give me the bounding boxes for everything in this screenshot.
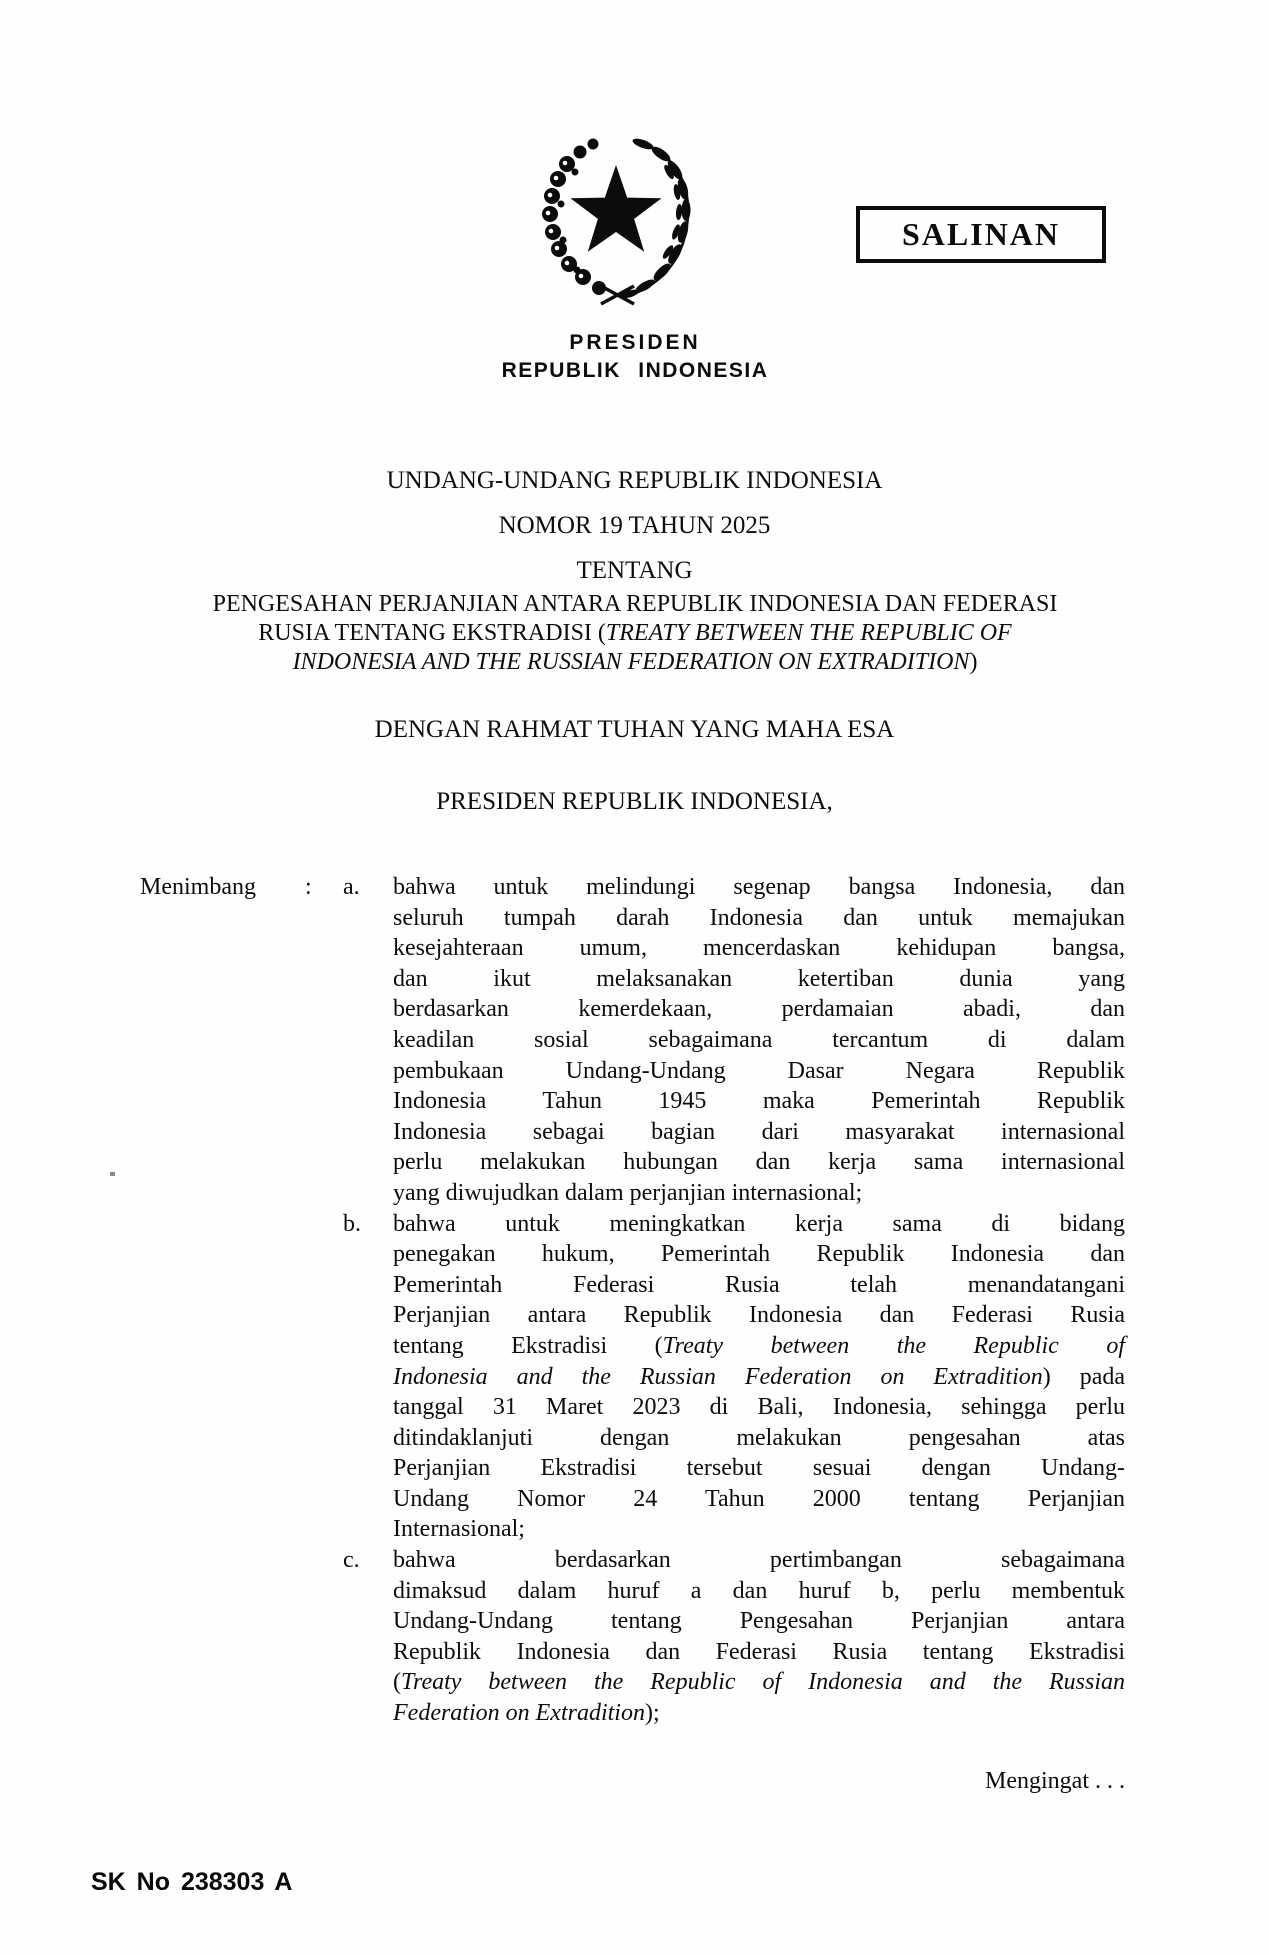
text-segment: Indonesia sebagai bagian dari masyarakat internasional bbox=[393, 1118, 1125, 1145]
law-subject bbox=[100, 590, 1170, 677]
italic-text-segment: Treaty between the Republic of bbox=[662, 1332, 1125, 1359]
text-line bbox=[100, 648, 1170, 677]
text-segment: bahwa untuk melindungi segenap bangsa Indonesia, dan bbox=[393, 874, 1125, 900]
text-line bbox=[393, 903, 1125, 934]
text-segment: berdasarkan kemerdekaan, perdamaian abadi, dan bbox=[393, 996, 1125, 1023]
salinan-stamp-label: SALINAN bbox=[901, 216, 1061, 252]
text-line bbox=[393, 933, 1125, 964]
text-line bbox=[393, 1667, 1125, 1698]
text-line bbox=[393, 1362, 1125, 1393]
text-segment: Perjanjian Ekstradisi tersebut sesuai dengan Undang- bbox=[393, 1455, 1125, 1482]
text-line bbox=[393, 994, 1125, 1025]
text-line bbox=[393, 1637, 1125, 1668]
text-line bbox=[393, 964, 1125, 995]
text-segment: RUSIA TENTANG EKSTRADISI ( bbox=[258, 620, 606, 646]
text-line bbox=[393, 1698, 1125, 1729]
letterhead bbox=[385, 331, 885, 383]
text-line bbox=[393, 1209, 1125, 1240]
text-line bbox=[100, 590, 1170, 619]
item-text bbox=[393, 872, 1125, 1209]
text-segment: kesejahteraan umum, mencerdaskan kehidupan bangsa, bbox=[393, 935, 1125, 962]
consideration-item-a bbox=[343, 872, 1125, 1209]
text-segment: yang diwujudkan dalam perjanjian internasional; bbox=[393, 1179, 863, 1206]
text-segment: bahwa untuk meningkatkan kerja sama di bidang bbox=[393, 1210, 1125, 1237]
text-segment: Perjanjian antara Republik Indonesia dan Federasi Rusia bbox=[393, 1302, 1125, 1329]
text-line bbox=[393, 1147, 1125, 1178]
text-line bbox=[393, 1484, 1125, 1515]
text-segment: ) bbox=[969, 649, 978, 675]
italic-text-segment: Treaty between the Republic of Indonesia and the Russian bbox=[401, 1669, 1125, 1696]
text-segment: pembukaan Undang-Undang Dasar Negara Republik bbox=[393, 1057, 1125, 1084]
text-segment: seluruh tumpah darah Indonesia dan untuk memajukan bbox=[393, 904, 1125, 931]
text-line bbox=[393, 1331, 1125, 1362]
text-segment: ( bbox=[393, 1669, 401, 1696]
item-marker: b. bbox=[343, 1210, 361, 1237]
text-line bbox=[393, 1453, 1125, 1484]
item-text bbox=[393, 1209, 1125, 1546]
text-line bbox=[393, 1545, 1125, 1576]
text-segment: penegakan hukum, Pemerintah Republik Indonesia dan bbox=[393, 1241, 1125, 1268]
text-line bbox=[393, 1239, 1125, 1270]
law-heading-number: NOMOR 19 TAHUN 2025 bbox=[498, 512, 771, 539]
italic-text-segment: Federation on Extradition bbox=[393, 1700, 645, 1727]
text-segment: PENGESAHAN PERJANJIAN ANTARA REPUBLIK INDONESIA DAN FEDERASI bbox=[212, 591, 1058, 617]
law-heading bbox=[0, 458, 1269, 593]
text-line bbox=[393, 1392, 1125, 1423]
text-line bbox=[393, 1178, 1125, 1209]
menimbang-label: Menimbang bbox=[140, 874, 256, 900]
sk-number: SK No 238303 A bbox=[91, 1868, 293, 1896]
text-segment: Internasional; bbox=[393, 1516, 525, 1543]
italic-text-segment: INDONESIA AND THE RUSSIAN FEDERATION ON EXTRADITION bbox=[292, 649, 970, 675]
star-wreath-emblem bbox=[531, 132, 703, 312]
consideration-item-c bbox=[343, 1545, 1125, 1729]
star-icon bbox=[570, 165, 661, 252]
text-line bbox=[393, 1056, 1125, 1087]
text-segment: Indonesia Tahun 1945 maka Pemerintah Republik bbox=[393, 1088, 1125, 1115]
letterhead-presiden: PRESIDEN bbox=[569, 331, 701, 354]
text-segment: Undang-Undang tentang Pengesahan Perjanjian antara bbox=[393, 1608, 1125, 1635]
invocation-line: DENGAN RAHMAT TUHAN YANG MAHA ESA bbox=[374, 716, 895, 743]
text-segment: ); bbox=[644, 1700, 660, 1727]
text-line bbox=[393, 1300, 1125, 1331]
text-line bbox=[393, 1423, 1125, 1454]
italic-text-segment: Indonesia and the Russian Federation on Extradition bbox=[393, 1363, 1043, 1390]
text-segment: ditindaklanjuti dengan melakukan pengesahan atas bbox=[393, 1424, 1125, 1451]
text-line bbox=[393, 872, 1125, 903]
italic-text-segment: TREATY BETWEEN THE REPUBLIC OF bbox=[605, 620, 1012, 646]
consideration-item-b bbox=[343, 1209, 1125, 1546]
text-segment: Undang Nomor 24 Tahun 2000 tentang Perjanjian bbox=[393, 1485, 1125, 1512]
text-line bbox=[393, 1606, 1125, 1637]
text-line bbox=[100, 619, 1170, 648]
text-segment: tanggal 31 Maret 2023 di Bali, Indonesia, sehingga perlu bbox=[393, 1394, 1125, 1421]
law-heading-tentang: TENTANG bbox=[576, 557, 693, 584]
text-segment: Republik Indonesia dan Federasi Rusia tentang Ekstradisi bbox=[393, 1638, 1125, 1665]
salinan-stamp bbox=[856, 206, 1106, 263]
text-segment: ) pada bbox=[1042, 1363, 1125, 1390]
continuation-marker: Mengingat . . . bbox=[985, 1768, 1125, 1794]
item-marker: c. bbox=[343, 1547, 360, 1574]
text-line bbox=[393, 1270, 1125, 1301]
authority-line: PRESIDEN REPUBLIK INDONESIA, bbox=[436, 788, 833, 815]
text-segment: Pemerintah Federasi Rusia telah menandatangani bbox=[393, 1271, 1125, 1298]
text-segment: perlu melakukan hubungan dan kerja sama internasional bbox=[393, 1149, 1125, 1176]
text-line bbox=[393, 1025, 1125, 1056]
text-line bbox=[393, 1576, 1125, 1607]
text-line bbox=[393, 1117, 1125, 1148]
text-segment: tentang Ekstradisi ( bbox=[393, 1332, 663, 1359]
item-text bbox=[393, 1545, 1125, 1729]
scan-artifact-speck bbox=[110, 1172, 115, 1176]
letterhead-republik-indonesia: REPUBLIK INDONESIA bbox=[501, 359, 769, 382]
text-segment: dan ikut melaksanakan ketertiban dunia yang bbox=[393, 965, 1125, 992]
considerations-list bbox=[343, 872, 1125, 1729]
item-marker: a. bbox=[343, 874, 360, 900]
text-segment: dimaksud dalam huruf a dan huruf b, perlu membentuk bbox=[393, 1577, 1125, 1604]
text-segment: bahwa berdasarkan pertimbangan sebagaimana bbox=[393, 1547, 1125, 1574]
text-line bbox=[393, 1514, 1125, 1545]
text-line bbox=[393, 1086, 1125, 1117]
text-segment: keadilan sosial sebagaimana tercantum di dalam bbox=[393, 1026, 1125, 1053]
law-heading-line1: UNDANG-UNDANG REPUBLIK INDONESIA bbox=[386, 467, 883, 494]
menimbang-colon: : bbox=[305, 874, 312, 900]
